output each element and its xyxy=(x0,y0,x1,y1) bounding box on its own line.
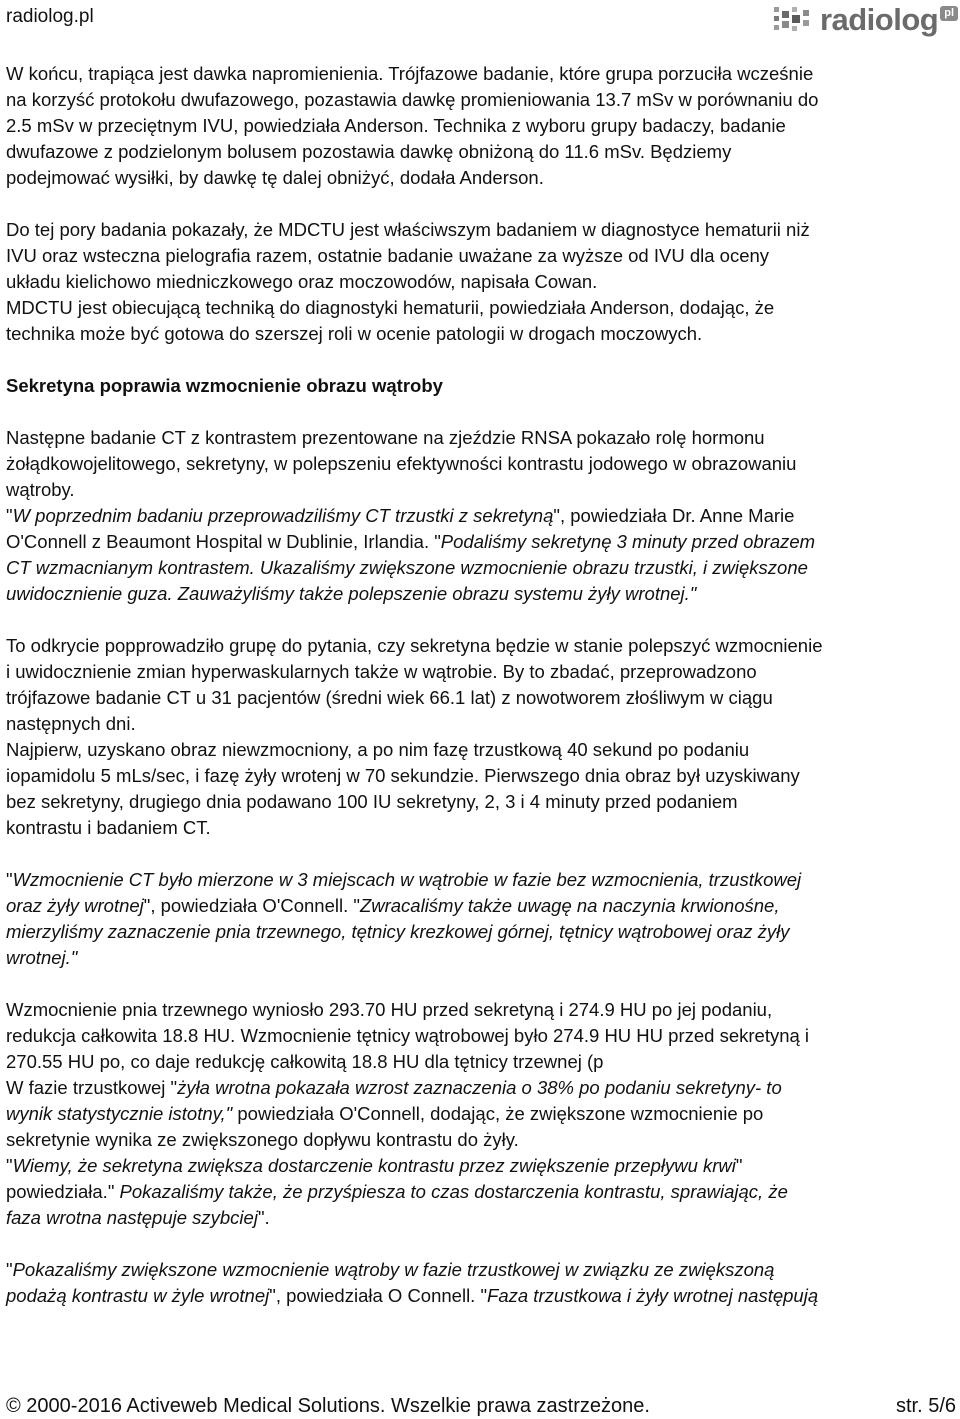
text-line: 2.5 mSv w przeciętnym IVU, powiedziała Anderson. Technika z wyboru grupy badaczy, badanie xyxy=(6,115,786,136)
page-number: str. 5/6 xyxy=(895,1395,956,1417)
logo-dots-icon xyxy=(772,3,816,37)
quote-text: Wiemy, że sekretyna zwiększa dostarczenie kontrastu przez zwiększenie przepływu krwi xyxy=(12,1155,736,1176)
copyright-text: © 2000-2016 Activeweb Medical Solutions. Wszelkie prawa zastrzeżone. xyxy=(6,1395,650,1417)
quote-text: Faza trzustkowa i żyły wrotnej następują xyxy=(487,1285,819,1306)
text-line: dwufazowe z podzielonym bolusem pozostawia dawkę obniżoną do 11.6 mSv. Będziemy xyxy=(6,141,732,162)
text-segment: " xyxy=(6,869,13,890)
quote-text: żyła wrotna pokazała wzrost zaznaczenia o 38% po podaniu sekretyny- to xyxy=(177,1077,782,1098)
paragraph-secretin xyxy=(6,425,954,607)
text-segment: powiedziała." xyxy=(6,1181,120,1202)
paragraph-study xyxy=(6,633,954,841)
site-name: radiolog.pl xyxy=(6,6,94,27)
text-line: MDCTU jest obiecującą techniką do diagnostyki hematurii, powiedziała Anderson, dodając, że xyxy=(6,297,775,318)
section-heading: Sekretyna poprawia wzmocnienie obrazu wątroby xyxy=(6,375,443,396)
text-segment: powiedziała O'Connell, dodając, że zwiększone wzmocnienie po xyxy=(232,1103,764,1124)
paragraph-mdctu xyxy=(6,217,954,347)
text-line: na korzyść protokołu dwufazowego, pozastawia dawkę promieniowania 13.7 mSv w porównaniu do xyxy=(6,89,819,110)
logo-text: radiolog xyxy=(819,2,939,37)
quote-text: Pokazaliśmy także, że przyśpiesza to czas dostarczenia kontrastu, sprawiając, że xyxy=(119,1181,788,1202)
text-line: wątroby. xyxy=(6,479,75,500)
text-line: układu kielichowo miedniczkowego oraz moczowodów, napisała Cowan. xyxy=(6,271,598,292)
text-line: 270.55 HU po, co daje redukcję całkowitą 18.8 HU dla tętnicy trzewnej (p xyxy=(6,1051,604,1072)
text-line: i uwidocznienie zmian hyperwaskularnych także w wątrobie. By to zbadać, przeprowadzono xyxy=(6,661,757,682)
text-line: technika może być gotowa do szerszej roli w ocenie patologii w drogach moczowych. xyxy=(6,323,703,344)
text-line: następnych dni. xyxy=(6,713,136,734)
quote-text: podażą kontrastu w żyle wrotnej xyxy=(6,1285,270,1306)
text-segment: O'Connell z Beaumont Hospital w Dublinie, Irlandia. " xyxy=(6,531,441,552)
text-line: bez sekretyny, drugiego dnia podawano 100 IU sekretyny, 2, 3 i 4 minuty przed podaniem xyxy=(6,791,738,812)
paragraph-conclusion xyxy=(6,1257,954,1309)
article-body xyxy=(6,61,954,1309)
text-segment: W fazie trzustkowej " xyxy=(6,1077,178,1098)
text-line: Najpierw, uzyskano obraz niewzmocniony, a po nim fazę trzustkową 40 sekund po podaniu xyxy=(6,739,750,760)
text-segment: ". xyxy=(257,1207,270,1228)
text-line: Następne badanie CT z kontrastem prezentowane na zjeździe RNSA pokazało rolę hormonu xyxy=(6,427,765,448)
quote-text: Podaliśmy sekretynę 3 minuty przed obrazem xyxy=(440,531,816,552)
text-line: W końcu, trapiąca jest dawka napromienienia. Trójfazowe badanie, które grupa porzuciła wcześnie xyxy=(6,63,814,84)
paragraph-dose xyxy=(6,61,954,191)
paragraph-measurement xyxy=(6,867,954,971)
text-segment: ", powiedziała O Connell. " xyxy=(269,1285,488,1306)
text-line: Do tej pory badania pokazały, że MDCTU jest właściwszym badaniem w diagnostyce hematurii niż xyxy=(6,219,810,240)
text-line: sekretynie wynika ze zwiększonego dopływu kontrastu do żyły. xyxy=(6,1129,519,1150)
quote-text: Wzmocnienie CT było mierzone w 3 miejscach w wątrobie w fazie bez wzmocnienia, trzustkowej xyxy=(12,869,802,890)
text-segment: " xyxy=(6,1259,13,1280)
text-segment: ", powiedziała O'Connell. " xyxy=(143,895,360,916)
text-segment: ", powiedziała Dr. Anne Marie xyxy=(553,505,795,526)
text-line: kontrastu i badaniem CT. xyxy=(6,817,211,838)
quote-text: Pokazaliśmy zwiększone wzmocnienie wątroby w fazie trzustkowej w związku ze zwiększoną xyxy=(12,1259,775,1280)
text-segment: " xyxy=(6,505,13,526)
quote-text: uwidocznienie guza. Zauważyliśmy także polepszenie obrazu systemu żyły wrotnej." xyxy=(6,583,697,604)
quote-text: Zwracaliśmy także uwagę na naczynia krwionośne, xyxy=(359,895,780,916)
quote-text: W poprzednim badaniu przeprowadziliśmy CT trzustki z sekretyną xyxy=(12,505,554,526)
quote-text: oraz żyły wrotnej xyxy=(6,895,144,916)
text-segment: " xyxy=(735,1155,743,1176)
quote-text: CT wzmacnianym kontrastem. Ukazaliśmy zwiększone wzmocnienie obrazu trzustki, i zwiększone xyxy=(6,557,808,578)
text-segment: " xyxy=(6,1155,13,1176)
text-line: redukcja całkowita 18.8 HU. Wzmocnienie tętnicy wątrobowej było 274.9 HU HU przed sekretyną i xyxy=(6,1025,810,1046)
text-line: To odkrycie popprowadziło grupę do pytania, czy sekretyna będzie w stanie polepszyć wzmocnienie xyxy=(6,635,823,656)
text-line: żołądkowojelitowego, sekretyny, w polepszeniu efektywności kontrastu jodowego w obrazowaniu xyxy=(6,453,797,474)
radiolog-logo xyxy=(772,0,958,40)
paragraph-results xyxy=(6,997,954,1231)
logo-badge: pl xyxy=(940,6,958,21)
quote-text: wynik statystycznie istotny," xyxy=(6,1103,233,1124)
text-line: trójfazowe badanie CT u 31 pacjentów (średni wiek 66.1 lat) z nowotworem złośliwym w ciągu xyxy=(6,687,773,708)
page-footer xyxy=(6,1393,956,1419)
text-line: IVU oraz wsteczna pielografia razem, ostatnie badanie uważane za wyższe od IVU dla oceny xyxy=(6,245,770,266)
quote-text: faza wrotna następuje szybciej xyxy=(6,1207,258,1228)
text-line: Wzmocnienie pnia trzewnego wyniosło 293.70 HU przed sekretyną i 274.9 HU po jej podaniu, xyxy=(6,999,773,1020)
quote-text: mierzyliśmy zaznaczenie pnia trzewnego, tętnicy krezkowej górnej, tętnicy wątrobowej oraz żyły xyxy=(6,921,790,942)
text-line: podejmować wysiłki, by dawkę tę dalej obniżyć, dodała Anderson. xyxy=(6,167,544,188)
quote-text: wrotnej." xyxy=(6,947,78,968)
text-line: iopamidolu 5 mLs/sec, i fazę żyły wrotenj w 70 sekundzie. Pierwszego dnia obraz był uzyskiwany xyxy=(6,765,800,786)
